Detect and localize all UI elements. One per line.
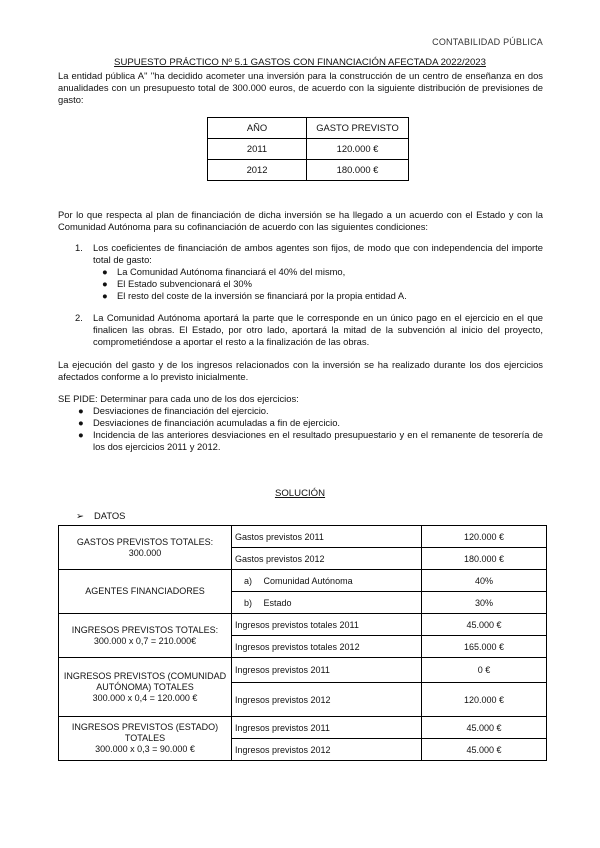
expense-table [207, 117, 409, 181]
row-value-cell: 120.000 € [422, 683, 547, 717]
table-cell: 2011 [208, 139, 307, 160]
data-heading [76, 510, 125, 522]
group-label-line: TOTALES [124, 733, 166, 743]
document-header: CONTABILIDAD PÚBLICA [432, 37, 543, 47]
bullet-icon: ● [78, 405, 84, 416]
document-title: SUPUESTO PRÁCTICO Nº 5.1 GASTOS CON FINANCIACIÓN AFECTADA 2022/2023 [114, 57, 486, 68]
row-value-cell: 45.000 € [422, 717, 547, 739]
condition-text: Los coeficientes de financiación de ambos agentes son fijos, de modo que con independencia del importe total de gasto: [93, 242, 543, 265]
row-label-cell: Ingresos previstos 2011 [232, 717, 422, 739]
condition-item-2 [58, 312, 543, 348]
financing-paragraph: Por lo que respecta al plan de financiación de dicha inversión se ha llegado a un acuerdo con el Estado y con la Comunidad Autónoma para su cofinanciación de acuerdo con las siguientes condiciones: [58, 209, 543, 232]
list-item [58, 266, 543, 278]
list-item [58, 405, 543, 417]
group-label-line: INGRESOS PREVISTOS (ESTADO) [71, 722, 219, 732]
group-label-line: 300.000 [128, 547, 162, 558]
bullet-text: El Estado subvencionará el 30% [117, 278, 252, 289]
table-row [59, 570, 547, 592]
row-label-cell: Ingresos previstos 2012 [232, 683, 422, 717]
group-label-cell [59, 658, 232, 717]
bullet-icon: ● [102, 266, 108, 277]
se-pide-list [58, 405, 543, 453]
row-value-cell: 30% [422, 592, 547, 614]
row-label-cell [232, 592, 422, 614]
row-label: Estado [263, 597, 292, 608]
condition-text: La Comunidad Autónoma aportará la parte que le corresponde en un único pago en el ejercicio en el que finalicen las obras. El Estado, por otro lado, aportará la mitad de la subvención al inicio del proyecto, comprometiéndose a aportar el resto a la finalización de las obras. [93, 312, 543, 347]
list-item [58, 429, 543, 453]
table-row [59, 658, 547, 683]
group-label-cell [59, 526, 232, 570]
data-table [58, 525, 547, 761]
group-label-line: 300.000 x 0,7 = 210.000€ [93, 635, 197, 646]
list-item [58, 290, 543, 302]
list-item [58, 417, 543, 429]
group-label-line: AUTÓNOMA) TOTALES [96, 681, 194, 692]
row-label-cell: Ingresos previstos totales 2012 [232, 636, 422, 658]
condition-number: 1. [75, 242, 83, 253]
group-label-line: 300.000 x 0,3 = 90.000 € [95, 744, 195, 754]
row-label: Comunidad Autónoma [263, 575, 353, 586]
group-label-line: AGENTES FINANCIADORES [85, 586, 205, 596]
row-prefix: a) [243, 575, 252, 586]
condition-item-1 [58, 242, 543, 302]
intro-paragraph: La entidad pública A'' ''ha decidido acometer una inversión para la construcción de un centro de enseñanza en dos anualidades con un presupuesto total de 300.000 euros, de acuerdo con la siguiente distribución de previsiones de gasto: [58, 70, 543, 105]
row-value-cell: 120.000 € [422, 526, 547, 548]
list-item-text: Desviaciones de financiación del ejercicio. [93, 405, 269, 416]
condition-number: 2. [75, 312, 83, 323]
row-value-cell: 40% [422, 570, 547, 592]
bullet-text: La Comunidad Autónoma financiará el 40% del mismo, [117, 266, 346, 277]
group-label-line: 300.000 x 0,4 = 120.000 € [92, 692, 198, 703]
table-row [59, 614, 547, 636]
row-value-cell: 0 € [422, 658, 547, 683]
header-cell-expense: GASTO PREVISTO [307, 118, 409, 139]
list-item [58, 278, 543, 290]
row-label-cell [232, 570, 422, 592]
se-pide-label: SE PIDE: Determinar para cada uno de los dos ejercicios: [58, 393, 299, 404]
table-cell: 120.000 € [307, 139, 409, 160]
table-header-row [208, 118, 409, 139]
bullet-icon: ● [78, 417, 84, 428]
table-cell: 180.000 € [307, 160, 409, 181]
list-item-text: Desviaciones de financiación acumuladas a fin de ejercicio. [93, 417, 341, 428]
row-label-cell: Gastos previstos 2012 [232, 548, 422, 570]
bullet-icon: ● [78, 429, 84, 440]
bullet-text: El resto del coste de la inversión se financiará por la propia entidad A. [117, 290, 407, 301]
group-label-line: INGRESOS PREVISTOS (COMUNIDAD [63, 670, 227, 681]
row-label-cell: Ingresos previstos 2011 [232, 658, 422, 683]
bullet-icon: ● [102, 290, 108, 301]
row-label-cell: Gastos previstos 2011 [232, 526, 422, 548]
arrow-icon: ➢ [76, 510, 84, 521]
solution-heading: SOLUCIÓN [274, 488, 326, 499]
group-label-cell [59, 717, 232, 761]
table-cell: 2012 [208, 160, 307, 181]
table-row [59, 526, 547, 548]
row-value-cell: 45.000 € [422, 614, 547, 636]
header-cell-year: AÑO [208, 118, 307, 139]
table-row [59, 717, 547, 739]
row-value-cell: 180.000 € [422, 548, 547, 570]
row-value-cell: 165.000 € [422, 636, 547, 658]
row-label-cell: Ingresos previstos totales 2011 [232, 614, 422, 636]
data-heading-text: DATOS [94, 510, 126, 521]
table-row [208, 139, 409, 160]
group-label-cell [59, 614, 232, 658]
bullet-icon: ● [102, 278, 108, 289]
group-label-line: INGRESOS PREVISTOS TOTALES: [71, 624, 219, 635]
row-value-cell: 45.000 € [422, 739, 547, 761]
table-row [208, 160, 409, 181]
list-item-text: Incidencia de las anteriores desviaciones en el resultado presupuestario y en el remanente de tesorería de los dos ejercicios 2011 y 2012. [93, 429, 543, 452]
row-prefix: b) [243, 597, 252, 608]
row-label-cell: Ingresos previstos 2012 [232, 739, 422, 761]
group-label-cell [59, 570, 232, 614]
execution-paragraph: La ejecución del gasto y de los ingresos relacionados con la inversión se ha realizado durante los dos ejercicios afectados conforme a lo previsto inicialmente. [58, 359, 543, 382]
group-label-line: GASTOS PREVISTOS TOTALES: [76, 536, 214, 547]
